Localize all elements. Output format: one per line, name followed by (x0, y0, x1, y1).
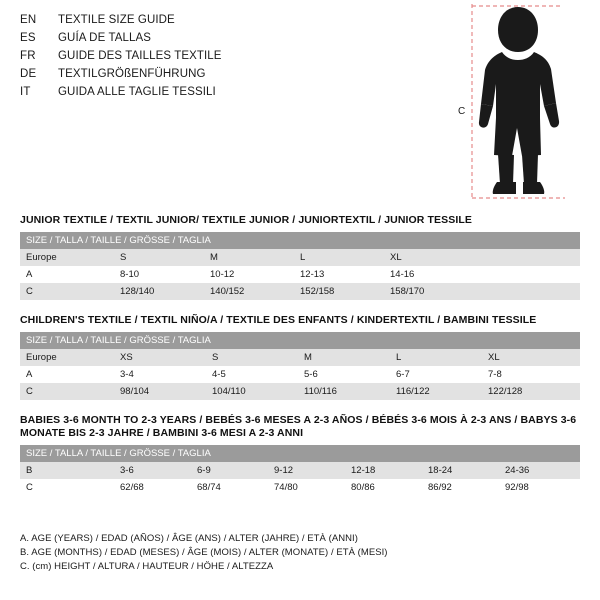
header-row (20, 86, 440, 104)
table-row (20, 383, 580, 400)
cell: M (304, 349, 396, 366)
measurement-figure (440, 0, 600, 205)
cell: 3-6 (120, 462, 197, 479)
table-row (20, 266, 580, 283)
cell: L (396, 349, 488, 366)
cell: 152/158 (300, 283, 390, 300)
table-row (20, 462, 580, 479)
toddler-body-shape (479, 7, 559, 194)
section-childrens-textile (20, 314, 580, 400)
table-row (20, 366, 580, 383)
cell: 12-18 (351, 462, 428, 479)
section-title: JUNIOR TEXTILE / TEXTIL JUNIOR/ TEXTILE JUNIOR / JUNIORTEXTIL / JUNIOR TESSILE (20, 214, 472, 226)
row-label: C (20, 479, 120, 496)
header-title-text: GUIDE DES TAILLES TEXTILE (58, 50, 222, 62)
cell: S (212, 349, 304, 366)
header-row (20, 14, 440, 32)
table-row (20, 479, 580, 496)
cell: 104/110 (212, 383, 304, 400)
row-label: A (20, 366, 120, 383)
cell: 6-9 (197, 462, 274, 479)
cell: 6-7 (396, 366, 488, 383)
header-title-text: GUÍA DE TALLAS (58, 32, 152, 44)
cell: 12-13 (300, 266, 390, 283)
cell: 62/68 (120, 479, 197, 496)
table-row (20, 283, 580, 300)
babies-size-table (20, 445, 580, 496)
section-title: BABIES 3-6 MONTH TO 2-3 YEARS / BEBÉS 3-6 MESES A 2-3 AÑOS / BÉBÉS 3-6 MOIS À 2-3 ANS / BABYS 3-6 MONATE BIS 2-3 JAHRE / BAMBINI 3-6 MESI A 2-3 ANNI (20, 414, 577, 439)
footnote-list (20, 532, 580, 574)
cell: 24-36 (505, 462, 580, 479)
cell: L (300, 249, 390, 266)
header-row (20, 32, 440, 50)
header-title-text: GUIDA ALLE TAGLIE TESSILI (58, 86, 216, 98)
table-header-cell: SIZE / TALLA / TAILLE / GRÖSSE / TAGLIA (20, 332, 580, 349)
table-row (20, 249, 580, 266)
header-row (20, 68, 440, 86)
header-lang-code: IT (20, 86, 31, 98)
table-header-row (20, 445, 580, 462)
footnote-age-years: A. AGE (YEARS) / EDAD (AÑOS) / ÂGE (ANS) / ALTER (JAHRE) / ETÀ (ANNI) (20, 533, 358, 544)
cell: M (210, 249, 300, 266)
cell: 18-24 (428, 462, 505, 479)
section-junior-textile (20, 214, 580, 300)
header-title-text: TEXTILE SIZE GUIDE (58, 14, 175, 26)
cell: 9-12 (274, 462, 351, 479)
section-title: CHILDREN'S TEXTILE / TEXTIL NIÑO/A / TEXTILE DES ENFANTS / KINDERTEXTIL / BAMBINI TESSILE (20, 314, 537, 326)
cell: S (120, 249, 210, 266)
cell: 158/170 (390, 283, 580, 300)
header-row (20, 50, 440, 68)
footnote-age-months: B. AGE (MONTHS) / EDAD (MESES) / ÂGE (MOIS) / ALTER (MONATE) / ETÀ (MESI) (20, 547, 388, 558)
cell: 116/122 (396, 383, 488, 400)
header-language-list (20, 14, 440, 104)
cell: 140/152 (210, 283, 300, 300)
table-header-cell: SIZE / TALLA / TAILLE / GRÖSSE / TAGLIA (20, 445, 580, 462)
cell: 110/116 (304, 383, 396, 400)
row-label: A (20, 266, 120, 283)
cell: 128/140 (120, 283, 210, 300)
table-header-cell: SIZE / TALLA / TAILLE / GRÖSSE / TAGLIA (20, 232, 580, 249)
toddler-silhouette-icon (440, 0, 600, 205)
cell: 10-12 (210, 266, 300, 283)
header-lang-code: EN (20, 14, 37, 26)
header-lang-code: ES (20, 32, 36, 44)
cell: 7-8 (488, 366, 580, 383)
cell: 86/92 (428, 479, 505, 496)
header-lang-code: DE (20, 68, 37, 80)
height-label-c: C (458, 106, 466, 117)
header-title-text: TEXTILGRÖßENFÜHRUNG (58, 68, 206, 80)
row-label: Europe (20, 349, 120, 366)
row-label: B (20, 462, 120, 479)
cell: 3-4 (120, 366, 212, 383)
cell: 5-6 (304, 366, 396, 383)
table-header-row (20, 232, 580, 249)
section-babies-textile (20, 414, 580, 496)
table-row (20, 349, 580, 366)
cell: 14-16 (390, 266, 580, 283)
row-label: C (20, 283, 120, 300)
cell: 8-10 (120, 266, 210, 283)
cell: 68/74 (197, 479, 274, 496)
header-lang-code: FR (20, 50, 36, 62)
row-label: Europe (20, 249, 120, 266)
row-label: C (20, 383, 120, 400)
children-size-table (20, 332, 580, 400)
cell: 80/86 (351, 479, 428, 496)
cell: 4-5 (212, 366, 304, 383)
table-header-row (20, 332, 580, 349)
cell: 122/128 (488, 383, 580, 400)
cell: 92/98 (505, 479, 580, 496)
cell: XL (390, 249, 580, 266)
cell: XS (120, 349, 212, 366)
cell: 74/80 (274, 479, 351, 496)
footnote-height-cm: C. (cm) HEIGHT / ALTURA / HAUTEUR / HÖHE / ALTEZZA (20, 561, 274, 572)
cell: XL (488, 349, 580, 366)
cell: 98/104 (120, 383, 212, 400)
junior-size-table (20, 232, 580, 300)
